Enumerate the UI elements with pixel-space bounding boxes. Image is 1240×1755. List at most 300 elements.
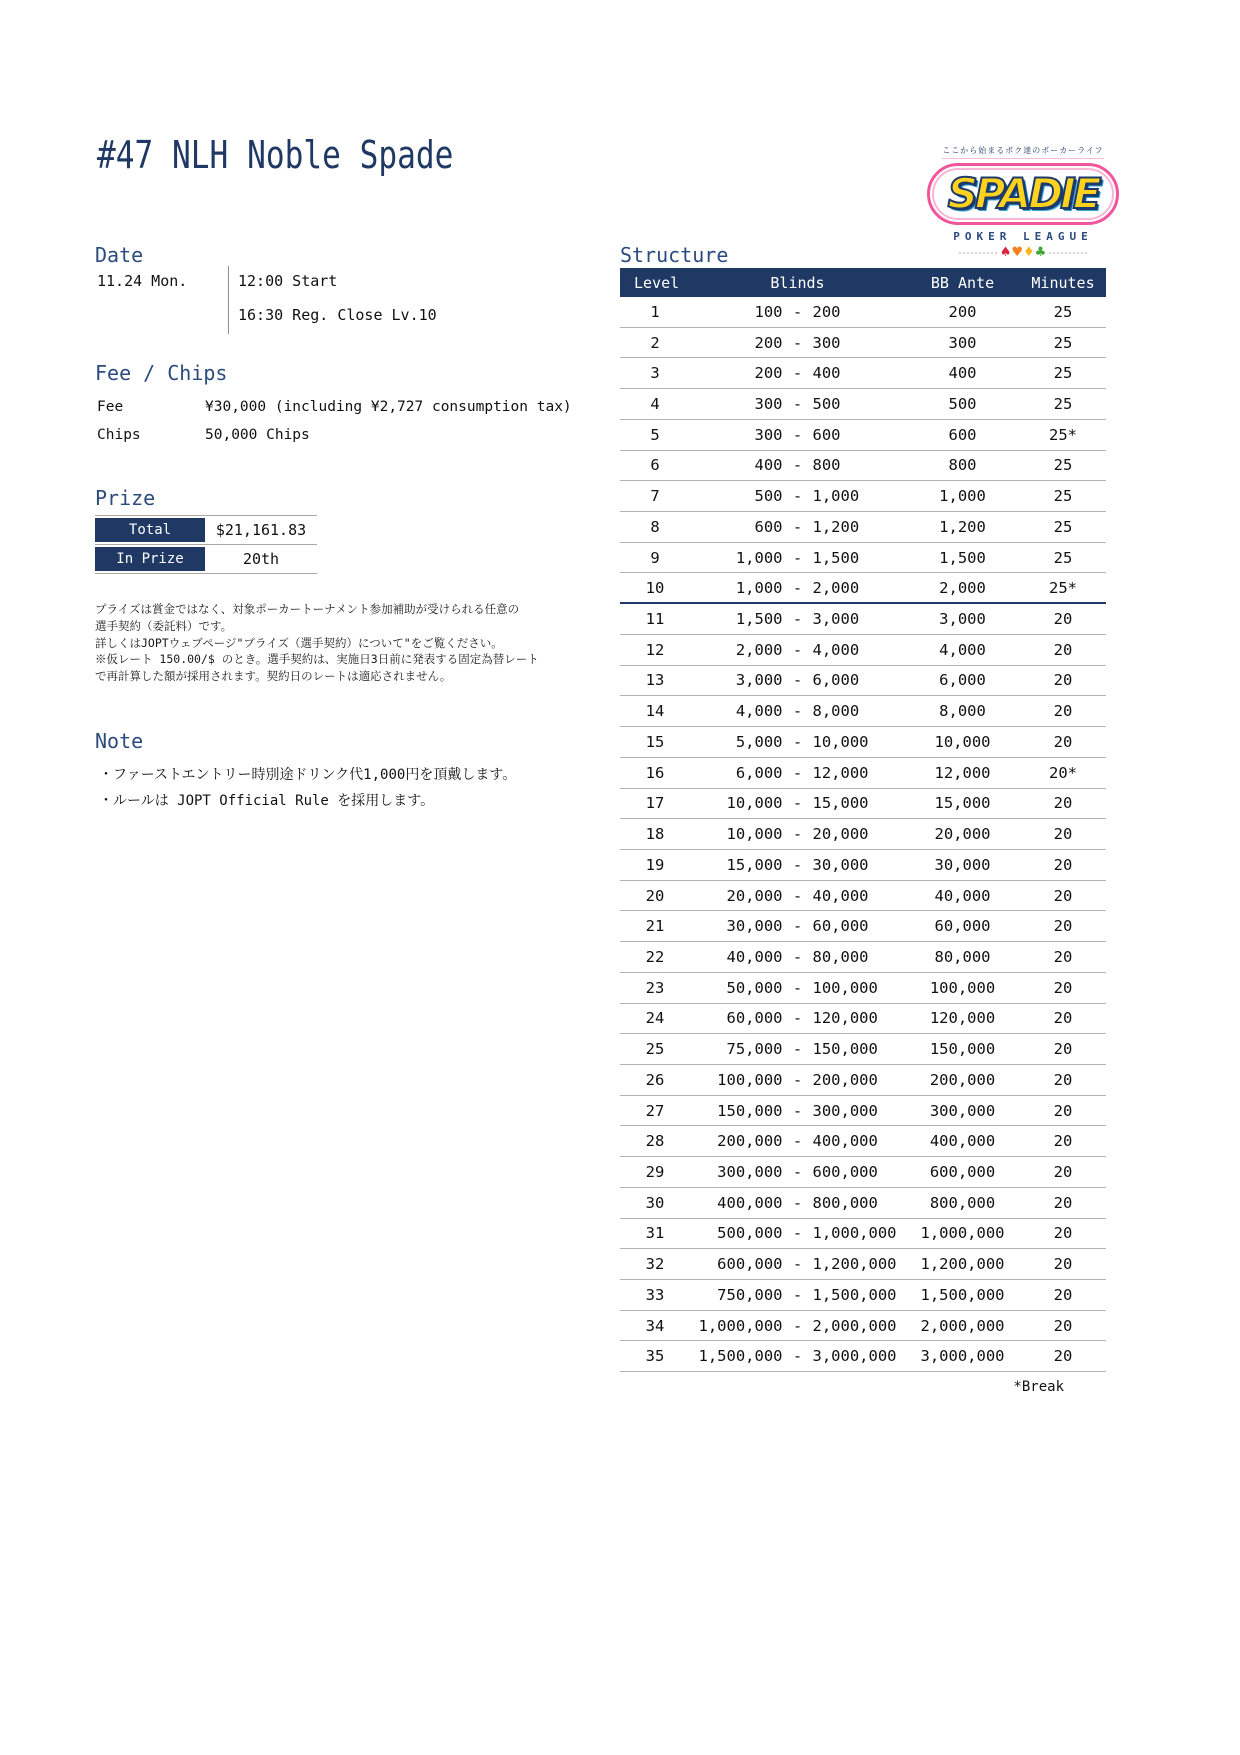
column-header-minutes: Minutes <box>1031 273 1095 292</box>
small-blind: 500,000 <box>717 1224 783 1243</box>
big-blind: 10,000 <box>812 732 869 751</box>
level-cell: 15 <box>645 732 665 751</box>
blinds-separator: - <box>792 1193 803 1212</box>
structure-row <box>620 1280 1106 1311</box>
structure-row <box>620 666 1106 697</box>
bb-ante-cell: 300 <box>948 333 977 352</box>
level-cell: 24 <box>645 1009 665 1028</box>
minutes-cell: 20 <box>1053 702 1073 721</box>
blinds-separator: - <box>792 425 803 444</box>
small-blind: 100 <box>754 302 783 321</box>
big-blind: 1,000 <box>812 487 860 506</box>
blinds-separator: - <box>792 886 803 905</box>
card-suit-icons <box>1000 246 1047 259</box>
blinds-cell <box>690 303 905 321</box>
bb-ante-cell: 10,000 <box>934 732 991 751</box>
structure-row <box>620 635 1106 666</box>
big-blind: 600 <box>812 425 841 444</box>
minutes-cell: 25 <box>1053 395 1073 414</box>
small-blind: 1,000,000 <box>698 1316 783 1335</box>
level-cell: 22 <box>645 947 665 966</box>
minutes-cell: 25* <box>1049 425 1077 444</box>
small-blind: 200,000 <box>717 1132 783 1151</box>
bb-ante-cell: 400,000 <box>929 1132 996 1151</box>
blinds-cell <box>690 1224 905 1242</box>
small-blind: 1,500,000 <box>698 1347 783 1366</box>
level-cell: 29 <box>645 1162 665 1181</box>
structure-row <box>620 911 1106 942</box>
bb-ante-cell: 100,000 <box>929 978 996 997</box>
note-heading: Note <box>95 729 144 753</box>
big-blind: 400,000 <box>812 1132 878 1151</box>
big-blind: 120,000 <box>812 1009 878 1028</box>
big-blind: 600,000 <box>812 1162 878 1181</box>
big-blind: 1,500,000 <box>812 1285 897 1304</box>
bb-ante-cell: 6,000 <box>939 671 986 690</box>
blinds-separator: - <box>792 1070 803 1089</box>
minutes-cell: 25 <box>1053 302 1073 321</box>
bb-ante-cell: 800,000 <box>929 1193 996 1212</box>
big-blind: 3,000 <box>812 610 860 629</box>
column-header-bb-ante: BB Ante <box>930 273 995 292</box>
blinds-cell <box>690 1163 905 1181</box>
structure-row <box>620 1034 1106 1065</box>
minutes-cell: 25 <box>1053 333 1073 352</box>
level-cell: 10 <box>645 578 665 597</box>
big-blind: 6,000 <box>812 671 860 690</box>
small-blind: 200 <box>754 364 783 383</box>
blinds-cell <box>690 1286 905 1304</box>
blinds-cell <box>690 610 905 628</box>
blinds-cell <box>690 1102 905 1120</box>
minutes-cell: 25* <box>1049 578 1077 597</box>
level-cell: 26 <box>645 1070 665 1089</box>
big-blind: 800 <box>812 456 841 475</box>
logo-suits-row <box>925 246 1121 259</box>
blinds-cell <box>690 1009 905 1027</box>
date-heading: Date <box>95 243 144 267</box>
structure-row <box>620 881 1106 912</box>
structure-row <box>620 328 1106 359</box>
minutes-cell: 20 <box>1053 1224 1073 1243</box>
heart-icon: ♥ <box>1011 245 1023 260</box>
blinds-cell <box>690 856 905 874</box>
dotted-line-left <box>959 252 997 254</box>
blinds-separator: - <box>792 578 803 597</box>
small-blind: 200 <box>754 333 783 352</box>
big-blind: 1,500 <box>812 548 860 567</box>
blinds-separator: - <box>792 763 803 782</box>
minutes-cell: 20 <box>1053 978 1073 997</box>
structure-heading: Structure <box>620 243 729 267</box>
small-blind: 5,000 <box>735 732 783 751</box>
minutes-cell: 20 <box>1053 855 1073 874</box>
level-cell: 13 <box>645 671 665 690</box>
blinds-separator: - <box>792 1255 803 1274</box>
note-bullet: ・ファーストエントリー時別途ドリンク代1,000円を頂戴します。 <box>99 767 517 783</box>
structure-row <box>620 1004 1106 1035</box>
blinds-separator: - <box>792 917 803 936</box>
blinds-separator: - <box>792 333 803 352</box>
small-blind: 600 <box>754 517 783 536</box>
fee-value: ¥30,000 (including ¥2,727 consumption tax) <box>205 399 572 415</box>
minutes-cell: 20 <box>1053 886 1073 905</box>
bb-ante-cell: 600,000 <box>929 1162 996 1181</box>
bb-ante-cell: 3,000 <box>939 610 986 629</box>
structure-row <box>620 1188 1106 1219</box>
minutes-cell: 20 <box>1053 1101 1073 1120</box>
minutes-cell: 25 <box>1053 548 1073 567</box>
blinds-separator: - <box>792 1162 803 1181</box>
prize-inprize-value: 20th <box>242 550 280 568</box>
blinds-separator: - <box>792 825 803 844</box>
small-blind: 40,000 <box>726 947 783 966</box>
blinds-separator: - <box>792 1009 803 1028</box>
bb-ante-cell: 60,000 <box>934 917 991 936</box>
blinds-separator: - <box>792 456 803 475</box>
level-cell: 20 <box>645 886 665 905</box>
bb-ante-cell: 150,000 <box>929 1040 996 1059</box>
small-blind: 150,000 <box>717 1101 783 1120</box>
big-blind: 15,000 <box>812 794 869 813</box>
level-cell: 11 <box>645 610 665 629</box>
structure-row <box>620 942 1106 973</box>
small-blind: 400 <box>754 456 783 475</box>
fee-label: Fee <box>97 399 124 415</box>
blinds-cell <box>690 979 905 997</box>
structure-row <box>620 1157 1106 1188</box>
page-title: #47 NLH Noble Spade <box>97 133 454 177</box>
logo-brand-text: SPADIE <box>947 169 1099 218</box>
big-blind: 200,000 <box>812 1070 878 1089</box>
level-cell: 12 <box>645 640 665 659</box>
level-cell: 28 <box>645 1132 665 1151</box>
blinds-separator: - <box>792 1101 803 1120</box>
bb-ante-cell: 4,000 <box>939 640 986 659</box>
structure-row <box>620 297 1106 328</box>
blinds-separator: - <box>792 1347 803 1366</box>
level-cell: 33 <box>645 1285 665 1304</box>
structure-row <box>620 758 1106 789</box>
blinds-cell <box>690 334 905 352</box>
small-blind: 500 <box>754 487 783 506</box>
structure-row <box>620 543 1106 574</box>
chips-value: 50,000 Chips <box>205 427 310 443</box>
blinds-separator: - <box>792 640 803 659</box>
small-blind: 600,000 <box>717 1255 783 1274</box>
bb-ante-cell: 500 <box>948 395 977 414</box>
structure-row <box>620 819 1106 850</box>
prize-disclaimer-line: 詳しくはJOPTウェブページ"プライズ（選手契約）について"をご覧ください。 <box>95 635 503 650</box>
prize-total-row <box>95 516 317 545</box>
bb-ante-cell: 800 <box>948 456 977 475</box>
blinds-separator: - <box>792 1132 803 1151</box>
structure-row <box>620 451 1106 482</box>
bb-ante-cell: 200 <box>948 302 977 321</box>
minutes-cell: 20 <box>1053 1040 1073 1059</box>
big-blind: 20,000 <box>812 825 869 844</box>
reg-close-time: 16:30 Reg. Close Lv.10 <box>238 306 437 324</box>
prize-disclaimer <box>95 601 540 685</box>
big-blind: 1,200 <box>812 517 860 536</box>
level-cell: 6 <box>650 456 660 475</box>
prize-disclaimer-line: で再計算した額が採用されます。契約日のレートは適応されません。 <box>95 669 452 684</box>
blinds-separator: - <box>792 395 803 414</box>
blinds-cell <box>690 579 905 597</box>
big-blind: 800,000 <box>812 1193 878 1212</box>
level-cell: 35 <box>645 1347 665 1366</box>
big-blind: 8,000 <box>812 702 860 721</box>
small-blind: 6,000 <box>735 763 783 782</box>
blinds-cell <box>690 671 905 689</box>
structure-row <box>620 1096 1106 1127</box>
minutes-cell: 20 <box>1053 1193 1073 1212</box>
big-blind: 1,000,000 <box>812 1224 897 1243</box>
minutes-cell: 20 <box>1053 794 1073 813</box>
blinds-cell <box>690 364 905 382</box>
minutes-cell: 20 <box>1053 732 1073 751</box>
minutes-cell: 20* <box>1049 763 1077 782</box>
level-cell: 8 <box>650 517 660 536</box>
structure-row <box>620 358 1106 389</box>
structure-row <box>620 973 1106 1004</box>
small-blind: 100,000 <box>717 1070 783 1089</box>
blinds-cell <box>690 917 905 935</box>
small-blind: 10,000 <box>726 794 783 813</box>
blinds-cell <box>690 1194 905 1212</box>
small-blind: 750,000 <box>717 1285 783 1304</box>
diamond-icon: ♦ <box>1023 245 1035 260</box>
prize-disclaimer-line: ※仮レート 150.00/$ のとき。選手契約は、実施日3日前に発表する固定為替レート <box>95 652 539 667</box>
blinds-separator: - <box>792 1040 803 1059</box>
blinds-separator: - <box>792 732 803 751</box>
chips-label: Chips <box>97 427 141 443</box>
blinds-separator: - <box>792 671 803 690</box>
minutes-cell: 20 <box>1053 917 1073 936</box>
structure-row <box>620 604 1106 635</box>
bb-ante-cell: 1,000 <box>939 487 986 506</box>
bb-ante-cell: 400 <box>948 364 977 383</box>
blinds-separator: - <box>792 517 803 536</box>
bb-ante-cell: 2,000 <box>939 578 986 597</box>
bb-ante-cell: 1,200 <box>939 517 986 536</box>
small-blind: 1,500 <box>735 610 783 629</box>
bb-ante-cell: 120,000 <box>929 1009 996 1028</box>
big-blind: 300,000 <box>812 1101 878 1120</box>
bb-ante-cell: 2,000,000 <box>920 1316 1005 1335</box>
minutes-cell: 25 <box>1053 517 1073 536</box>
blinds-separator: - <box>792 364 803 383</box>
structure-table <box>620 268 1106 1372</box>
small-blind: 300,000 <box>717 1162 783 1181</box>
level-cell: 32 <box>645 1255 665 1274</box>
big-blind: 400 <box>812 364 841 383</box>
blinds-separator: - <box>792 702 803 721</box>
structure-row <box>620 1219 1106 1250</box>
logo-pill-border <box>927 163 1119 225</box>
column-header-blinds: Blinds <box>770 273 825 292</box>
structure-row <box>620 789 1106 820</box>
blinds-cell <box>690 1071 905 1089</box>
small-blind: 300 <box>754 395 783 414</box>
prize-inprize-row <box>95 545 317 574</box>
prize-disclaimer-line: 選手契約（委託料）です。 <box>95 618 233 633</box>
structure-row <box>620 481 1106 512</box>
big-blind: 4,000 <box>812 640 860 659</box>
blinds-separator: - <box>792 610 803 629</box>
note-bullet: ・ルールは JOPT Official Rule を採用します。 <box>99 793 435 809</box>
blinds-cell <box>690 1255 905 1273</box>
small-blind: 20,000 <box>726 886 783 905</box>
bb-ante-cell: 1,500,000 <box>920 1285 1005 1304</box>
blinds-separator: - <box>792 302 803 321</box>
prize-inprize-label: In Prize <box>95 547 205 571</box>
minutes-cell: 25 <box>1053 456 1073 475</box>
big-blind: 30,000 <box>812 855 869 874</box>
structure-row <box>620 389 1106 420</box>
prize-total-label: Total <box>95 518 205 542</box>
small-blind: 75,000 <box>726 1040 783 1059</box>
blinds-cell <box>690 1317 905 1335</box>
blinds-separator: - <box>792 1224 803 1243</box>
level-cell: 14 <box>645 702 665 721</box>
level-cell: 16 <box>645 763 665 782</box>
structure-row <box>620 1341 1106 1372</box>
minutes-cell: 20 <box>1053 1009 1073 1028</box>
minutes-cell: 20 <box>1053 1255 1073 1274</box>
spade-icon: ♠ <box>999 245 1012 260</box>
blinds-cell <box>690 487 905 505</box>
level-cell: 23 <box>645 978 665 997</box>
big-blind: 80,000 <box>812 947 869 966</box>
break-note: *Break <box>1013 1379 1064 1395</box>
minutes-cell: 20 <box>1053 1347 1073 1366</box>
bb-ante-cell: 600 <box>948 425 977 444</box>
minutes-cell: 20 <box>1053 1316 1073 1335</box>
structure-row <box>620 1126 1106 1157</box>
big-blind: 100,000 <box>812 978 878 997</box>
logo-tagline: ここから始まるボク達のポーカーライフ <box>942 145 1103 159</box>
bb-ante-cell: 300,000 <box>929 1101 996 1120</box>
club-icon: ♣ <box>1034 245 1047 260</box>
blinds-cell <box>690 702 905 720</box>
prize-table <box>95 515 317 574</box>
blinds-separator: - <box>792 855 803 874</box>
note-bullets <box>99 762 516 814</box>
blinds-separator: - <box>792 794 803 813</box>
bb-ante-cell: 15,000 <box>934 794 991 813</box>
level-cell: 19 <box>645 855 665 874</box>
small-blind: 30,000 <box>726 917 783 936</box>
event-date: 11.24 Mon. <box>97 272 188 290</box>
small-blind: 300 <box>754 425 783 444</box>
minutes-cell: 25 <box>1053 487 1073 506</box>
prize-total-value: $21,161.83 <box>215 521 307 539</box>
small-blind: 400,000 <box>717 1193 783 1212</box>
prize-disclaimer-line: プライズは賞金ではなく、対象ポーカートーナメント参加補助が受けられる任意の <box>95 602 520 616</box>
level-cell: 7 <box>650 487 660 506</box>
bb-ante-cell: 3,000,000 <box>920 1347 1005 1366</box>
structure-table-body <box>620 297 1106 1372</box>
blinds-cell <box>690 1132 905 1150</box>
level-cell: 9 <box>650 548 660 567</box>
blinds-cell <box>690 948 905 966</box>
level-cell: 34 <box>645 1316 665 1335</box>
big-blind: 2,000 <box>812 578 860 597</box>
blinds-cell <box>690 518 905 536</box>
big-blind: 12,000 <box>812 763 869 782</box>
small-blind: 10,000 <box>726 825 783 844</box>
level-cell: 2 <box>650 333 660 352</box>
logo-subtitle: POKER LEAGUE <box>953 230 1093 243</box>
bb-ante-cell: 80,000 <box>934 947 991 966</box>
minutes-cell: 20 <box>1053 1162 1073 1181</box>
level-cell: 31 <box>645 1224 665 1243</box>
big-blind: 2,000,000 <box>812 1316 897 1335</box>
blinds-separator: - <box>792 947 803 966</box>
level-cell: 1 <box>650 302 660 321</box>
minutes-cell: 20 <box>1053 1132 1073 1151</box>
level-cell: 27 <box>645 1101 665 1120</box>
blinds-cell <box>690 456 905 474</box>
structure-row <box>620 512 1106 543</box>
bb-ante-cell: 1,000,000 <box>920 1224 1005 1243</box>
minutes-cell: 20 <box>1053 1285 1073 1304</box>
blinds-cell <box>690 549 905 567</box>
minutes-cell: 20 <box>1053 825 1073 844</box>
blinds-cell <box>690 1040 905 1058</box>
blinds-cell <box>690 426 905 444</box>
small-blind: 50,000 <box>726 978 783 997</box>
blinds-separator: - <box>792 487 803 506</box>
minutes-cell: 20 <box>1053 671 1073 690</box>
big-blind: 60,000 <box>812 917 869 936</box>
big-blind: 500 <box>812 395 841 414</box>
small-blind: 2,000 <box>735 640 783 659</box>
level-cell: 3 <box>650 364 660 383</box>
structure-row <box>620 573 1106 604</box>
level-cell: 25 <box>645 1040 665 1059</box>
level-cell: 17 <box>645 794 665 813</box>
blinds-cell <box>690 825 905 843</box>
bb-ante-cell: 8,000 <box>939 702 986 721</box>
blinds-cell <box>690 641 905 659</box>
bb-ante-cell: 40,000 <box>934 886 991 905</box>
spadie-logo <box>925 138 1121 259</box>
bb-ante-cell: 12,000 <box>934 763 991 782</box>
small-blind: 15,000 <box>726 855 783 874</box>
bb-ante-cell: 20,000 <box>934 825 991 844</box>
column-header-level: Level <box>634 273 680 292</box>
level-cell: 5 <box>650 425 660 444</box>
fee-chips-heading: Fee / Chips <box>95 361 228 385</box>
date-divider-line <box>228 266 229 334</box>
level-cell: 21 <box>645 917 665 936</box>
structure-row <box>620 1311 1106 1342</box>
minutes-cell: 20 <box>1053 947 1073 966</box>
start-time: 12:00 Start <box>238 272 338 290</box>
bb-ante-cell: 30,000 <box>934 855 991 874</box>
blinds-separator: - <box>792 548 803 567</box>
blinds-cell <box>690 794 905 812</box>
small-blind: 60,000 <box>726 1009 783 1028</box>
dotted-line-right <box>1049 252 1087 254</box>
structure-row <box>620 727 1106 758</box>
big-blind: 200 <box>812 302 841 321</box>
bb-ante-cell: 1,500 <box>939 548 986 567</box>
bb-ante-cell: 200,000 <box>929 1070 996 1089</box>
level-cell: 18 <box>645 825 665 844</box>
